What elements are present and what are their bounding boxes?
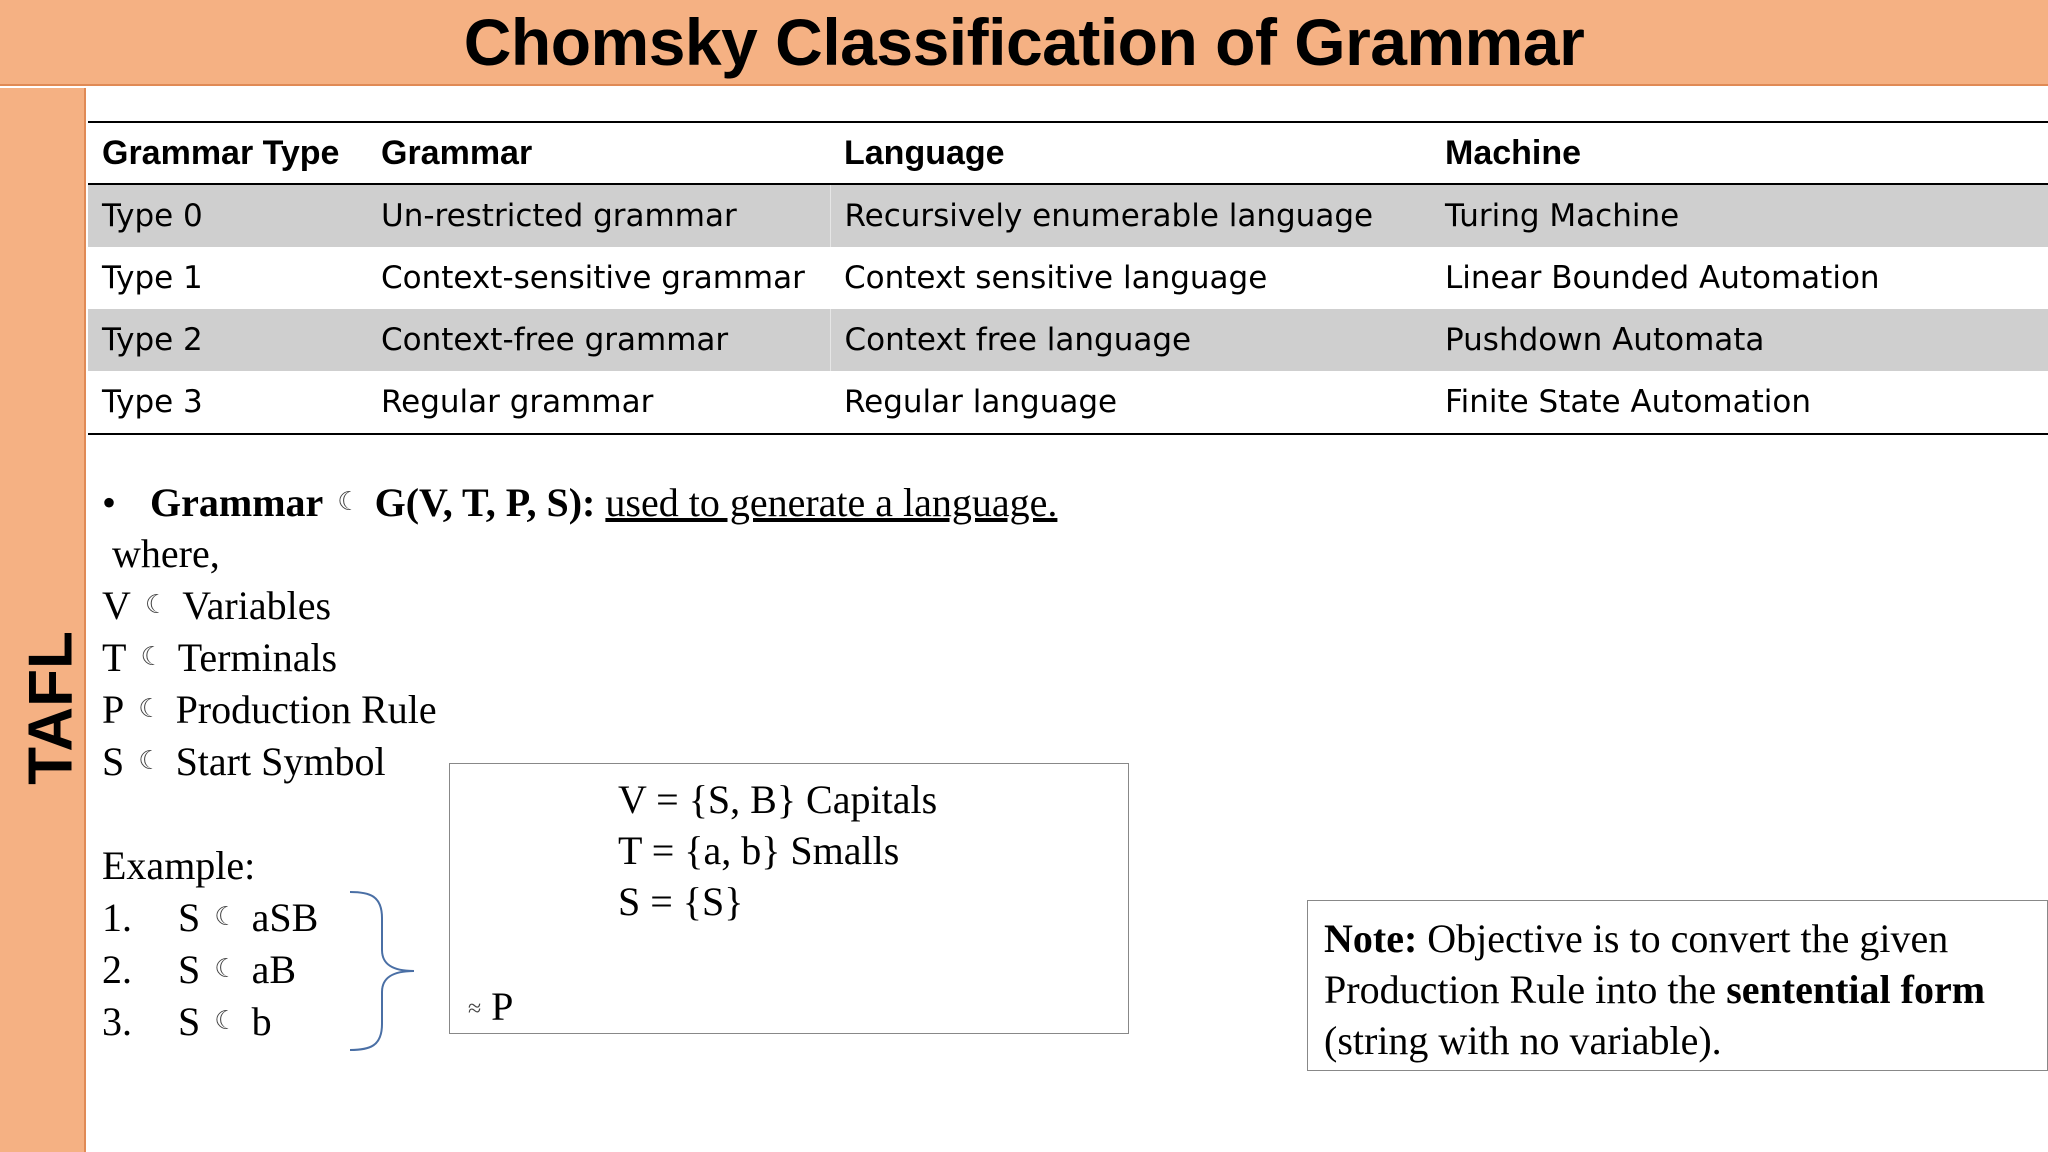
table-cell: Un-restricted grammar: [367, 184, 830, 247]
item-symbol: V: [102, 583, 131, 628]
rule-lhs: S: [178, 947, 201, 992]
arrow-icon: ☾: [138, 746, 162, 775]
item-symbol: S: [102, 739, 125, 784]
definition-item: [102, 683, 1057, 735]
definition-line: [102, 476, 1057, 528]
slide-title: Chomsky Classification of Grammar: [463, 5, 1585, 79]
arrow-icon: ☾: [214, 954, 238, 983]
production-label: P: [491, 984, 514, 1029]
example-rule: [102, 943, 318, 995]
table-cell: Pushdown Automata: [1431, 309, 2048, 371]
table-row: [88, 309, 2048, 371]
example-rule: [102, 891, 318, 943]
note-line: [1324, 913, 2047, 964]
note-line: (string with no variable).: [1324, 1018, 1722, 1063]
column-header: Grammar Type: [88, 122, 367, 184]
table-row: [88, 371, 2048, 434]
table-cell: Finite State Automation: [1431, 371, 2048, 434]
arrow-icon: ☾: [144, 590, 169, 619]
arrow-icon: ☾: [214, 1006, 238, 1035]
table-cell: Linear Bounded Automation: [1445, 260, 1880, 296]
side-bar: [0, 88, 86, 1152]
where-label: where,: [112, 531, 220, 576]
wavy-arrow-icon: ≈: [468, 996, 482, 1022]
rule-number: 3.: [102, 999, 132, 1044]
rule-lhs: S: [178, 999, 201, 1044]
column-header: Grammar: [367, 122, 830, 184]
rule-number: 2.: [102, 947, 132, 992]
arrow-icon: ☾: [214, 902, 238, 931]
set-line: V = {S, B} Capitals: [618, 777, 938, 822]
table-row: [88, 184, 2048, 247]
arrow-icon: ☾: [337, 487, 361, 516]
item-meaning: Start Symbol: [175, 739, 386, 784]
table-cell: Context-sensitive grammar: [381, 260, 805, 296]
table-cell: Type 3: [88, 371, 367, 434]
definition-item: [102, 631, 1057, 683]
item-symbol: T: [102, 635, 127, 680]
table-cell: Type 1: [102, 260, 203, 296]
example-heading: Example:: [102, 843, 256, 888]
sets-list: [618, 774, 937, 927]
item-meaning: Terminals: [177, 635, 338, 680]
production-arrow: [468, 981, 513, 1035]
definition-item: [102, 579, 1057, 631]
rule-rhs: aB: [251, 947, 296, 992]
note-label: Note:: [1324, 916, 1418, 961]
bullet-icon: •: [102, 480, 117, 525]
set-line: T = {a, b} Smalls: [618, 828, 900, 873]
note-line: [1324, 964, 2047, 1015]
example-rule: [102, 995, 318, 1047]
sets-box: [449, 763, 1129, 1034]
table-row: [88, 247, 2048, 309]
title-bar: [0, 0, 2048, 86]
table-cell: Context-free grammar: [367, 309, 830, 371]
set-line: S = {S}: [618, 879, 744, 924]
arrow-icon: ☾: [140, 642, 164, 671]
note-text: Objective is to convert the given: [1417, 916, 1949, 961]
definition-term: Grammar: [150, 480, 324, 525]
right-brace-icon: [346, 888, 418, 1054]
table-header-row: [88, 122, 2048, 184]
item-meaning: Variables: [182, 583, 332, 628]
table-cell: Type 0: [88, 184, 367, 247]
table-cell: Type 2: [88, 309, 367, 371]
item-meaning: Production Rule: [175, 687, 437, 732]
example-section: [102, 840, 318, 1047]
grammar-definition: [102, 476, 1057, 787]
table-cell: Regular language: [830, 371, 1431, 434]
rule-number: 1.: [102, 895, 132, 940]
arrow-icon: ☾: [138, 694, 162, 723]
definition-description: used to generate a language.: [605, 480, 1058, 525]
table-cell: Turing Machine: [1431, 184, 2048, 247]
table-cell: Regular grammar: [367, 371, 830, 434]
chomsky-table: [88, 121, 2048, 435]
note-text: Production Rule into the: [1324, 967, 1727, 1012]
rule-rhs: aSB: [251, 895, 319, 940]
column-header: Language: [830, 122, 1431, 184]
column-header: Machine: [1431, 122, 2048, 184]
definition-tuple: G(V, T, P, S):: [374, 480, 596, 525]
table-cell: Recursively enumerable language: [830, 184, 1431, 247]
table-cell: Context sensitive language: [844, 260, 1268, 296]
rule-rhs: b: [251, 999, 272, 1044]
side-label: TAFL: [16, 631, 86, 785]
item-symbol: P: [102, 687, 125, 732]
table-cell: Context free language: [830, 309, 1431, 371]
note-box: [1307, 900, 2048, 1071]
rule-lhs: S: [178, 895, 201, 940]
note-emphasis: sentential form: [1726, 967, 1986, 1012]
